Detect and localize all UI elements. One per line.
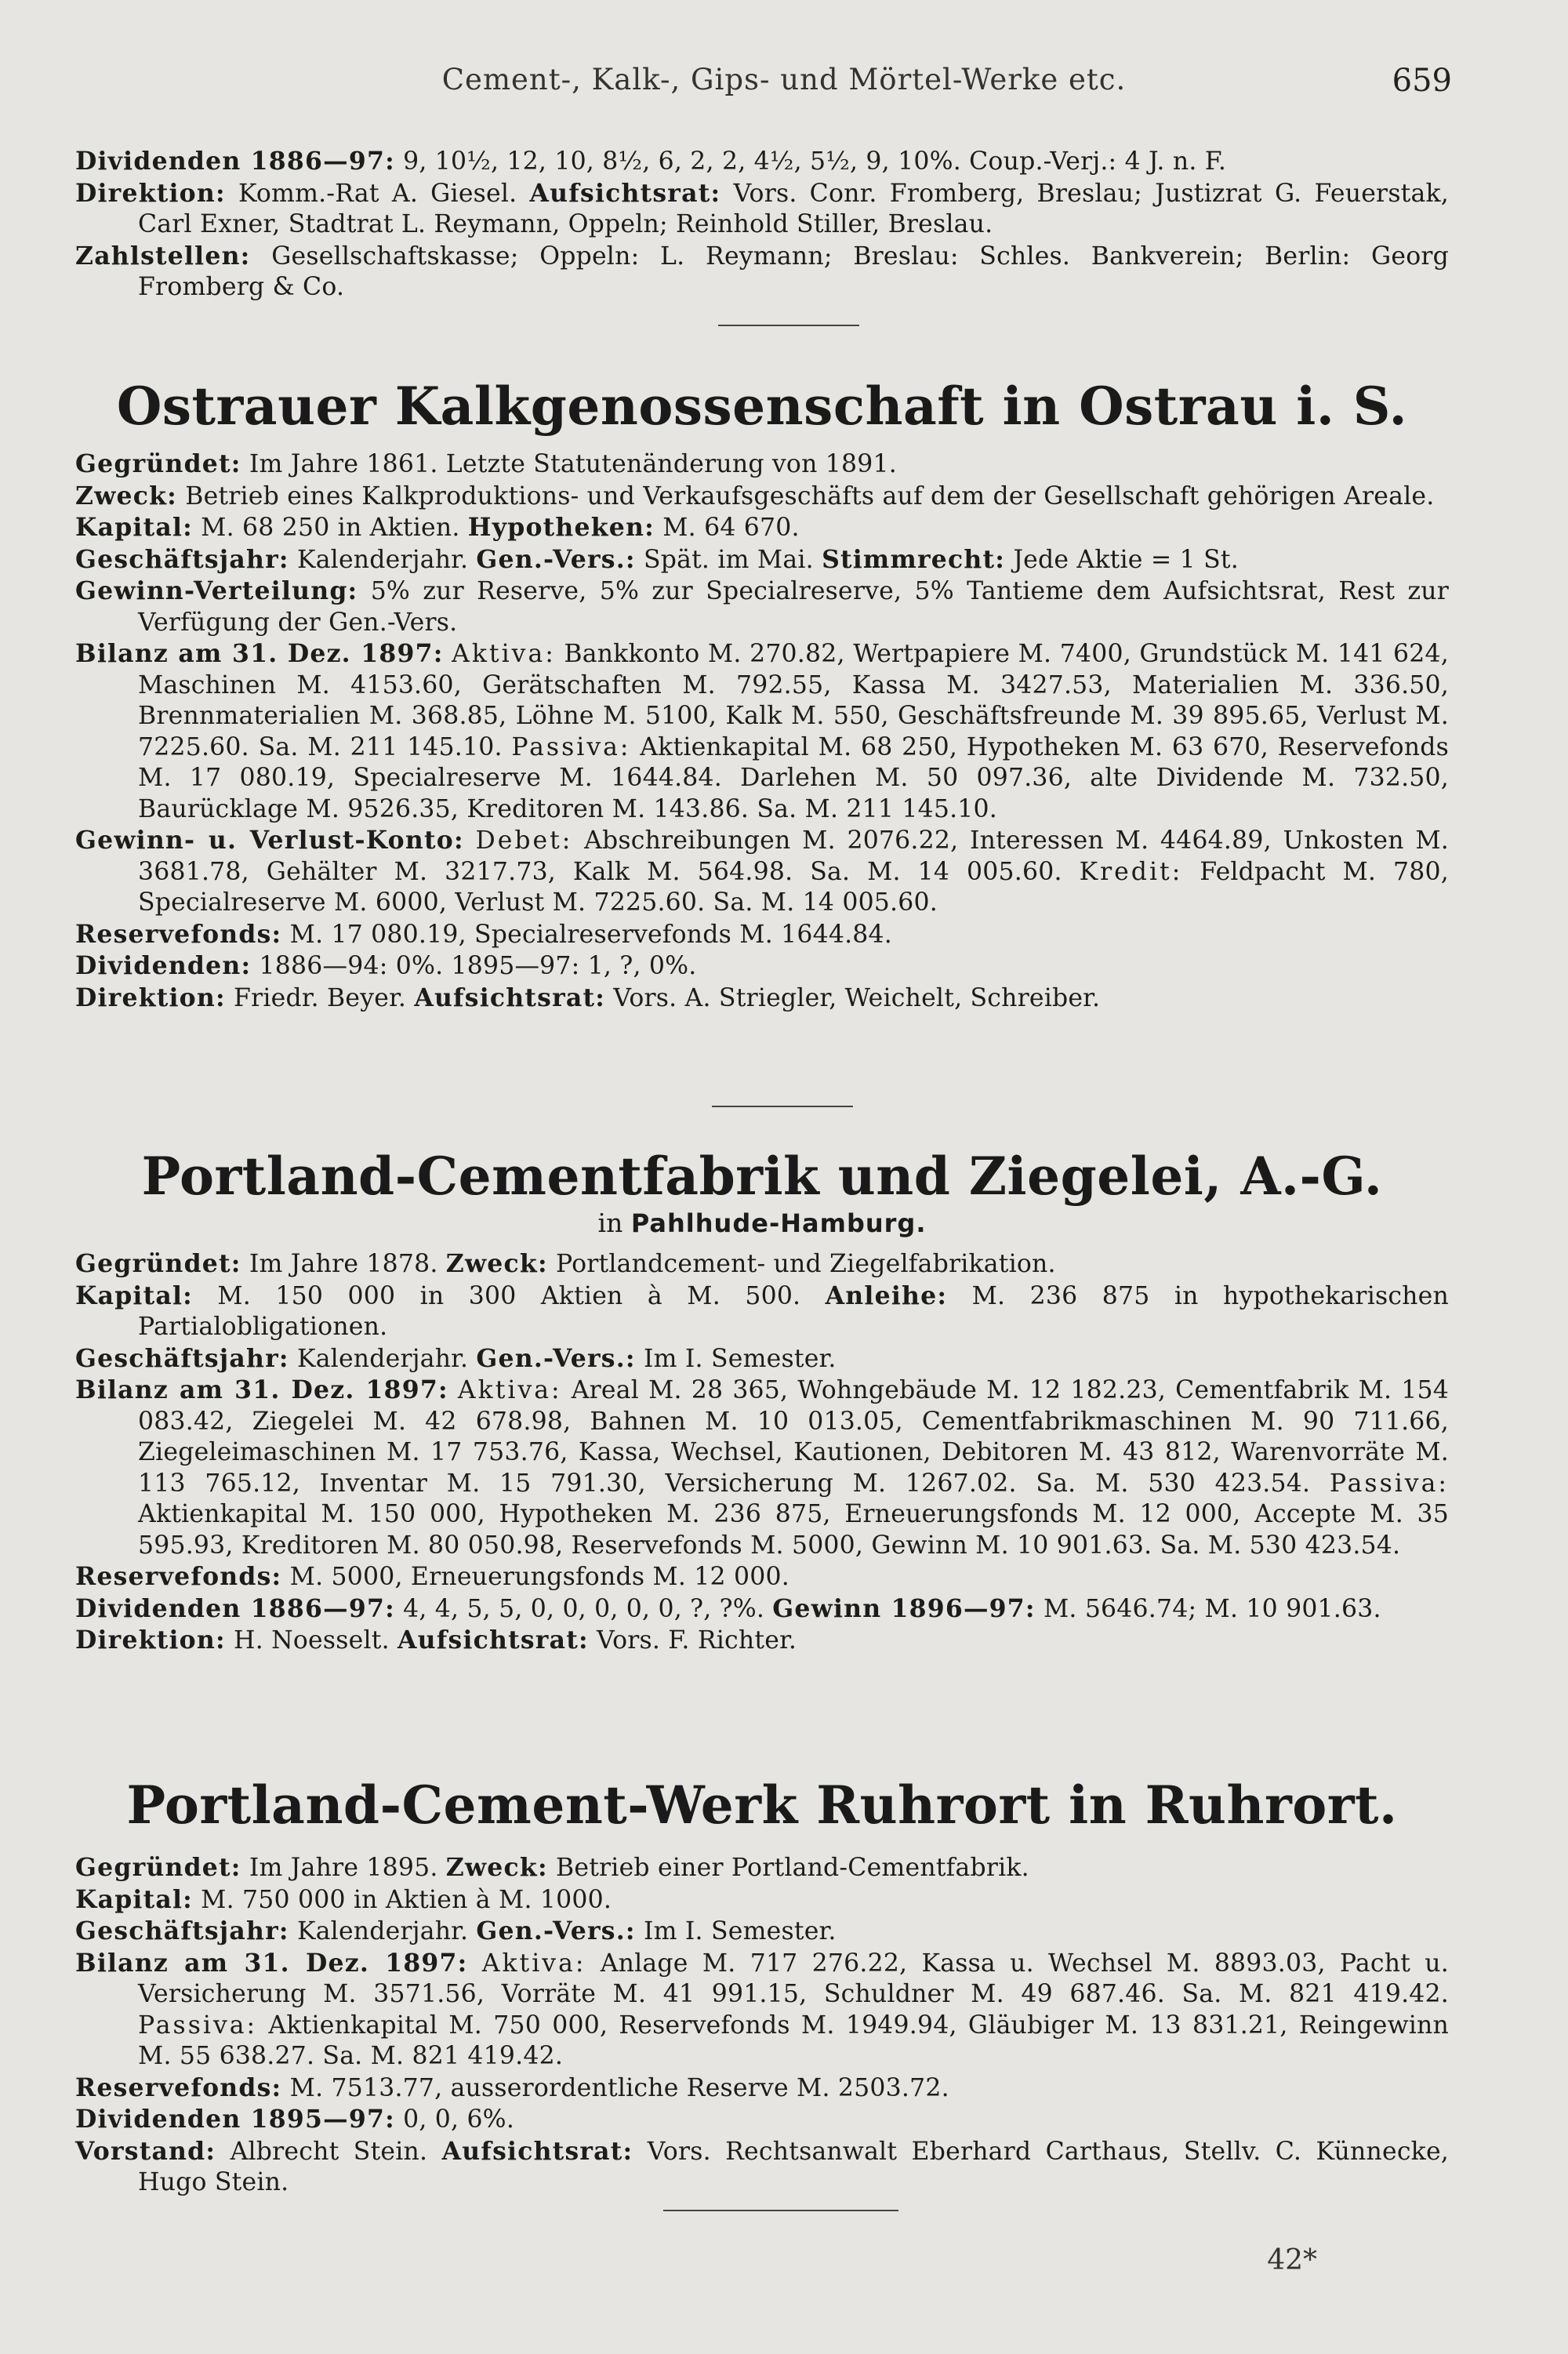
kapital-line: Kapital: M. 68 250 in Aktien. Hypotheken: M. 64 670. xyxy=(75,513,800,542)
bilanz-paragraph: Bilanz am 31. Dez. 1897: Aktiva: Anlage M. 717 276.22, Kassa u. Wechsel M. 8893.03, Pacht u. Versicherung M. 3571.56, Vorräte M. 41 991.15, Schuldner M. 49 687.46. Sa. M. 821 419.42. Passiva: Aktienkapital M. 750 000, Reservefonds M. 1949.94, Gläubiger M. 13 831.21, Reingewinn M. 55 638.27. Sa. M. 821 419.42. xyxy=(75,1948,1450,2070)
entry-portland-cement-werk-ruhrort xyxy=(75,1774,1449,2199)
geschaeftsjahr-line: Geschäftsjahr: Kalenderjahr. Gen.-Vers.: Im I. Semester. xyxy=(75,1343,837,1373)
reservefonds-line: Reservefonds: M. 17 080.19, Specialreservefonds M. 1644.84. xyxy=(75,919,892,949)
prev-direktion: Direktion: Komm.-Rat A. Giesel. Aufsichtsrat: Vors. Conr. Fromberg, Breslau; Justizrat G. Feuerstak, Carl Exner, Stadtrat L. Reymann, Oppeln; Reinhold Stiller, Breslau. xyxy=(75,178,1450,238)
dividenden-line: Dividenden 1895—97: 0, 0, 6%. xyxy=(75,2105,515,2134)
direktion-line: Direktion: H. Noesselt. Aufsichtsrat: Vors. F. Richter. xyxy=(75,1626,797,1655)
kapital-line: Kapital: M. 750 000 in Aktien à M. 1000. xyxy=(75,1884,612,1914)
dividenden-line: Dividenden 1886—97: 4, 4, 5, 5, 0, 0, 0, 0, 0, ?, ?%. Gewinn 1896—97: M. 5646.74; M. 10 901.63. xyxy=(75,1593,1381,1623)
dividenden-line: Dividenden: 1886—94: 0%. 1895—97: 1, ?, 0%. xyxy=(75,951,697,980)
gegruendet-line: Gegründet: Im Jahre 1861. Letzte Statutenänderung von 1891. xyxy=(75,449,897,478)
entry-ostrauer-kalkgenossenschaft xyxy=(75,375,1449,1014)
gegruendet-line: Gegründet: Im Jahre 1895. Zweck: Betrieb einer Portland-Cementfabrik. xyxy=(75,1853,1029,1882)
company-title: Ostrauer Kalkgenossenschaft in Ostrau i. S. xyxy=(116,376,1408,437)
company-location: in Pahlhude-Hamburg. xyxy=(597,1208,927,1238)
direktion-line: Direktion: Friedr. Beyer. Aufsichtsrat: Vors. A. Striegler, Weichelt, Schreiber. xyxy=(75,983,1101,1012)
reservefonds-line: Reservefonds: M. 7513.77, ausserordentliche Reserve M. 2503.72. xyxy=(75,2072,949,2102)
guv-paragraph: Gewinn- u. Verlust-Konto: Debet: Abschreibungen M. 2076.22, Interessen M. 4464.89, Unkosten M. 3681.78, Gehälter M. 3217.73, Kalk M. 564.98. Sa. M. 14 005.60. Kredit: Feldpacht M. 780, Specialreserve M. 6000, Verlust M. 7225.60. Sa. M. 14 005.60. xyxy=(75,826,1450,917)
signature-mark: 42* xyxy=(1267,2244,1317,2276)
entry-portland-cementfabrik-pahlhude xyxy=(75,1145,1449,1657)
company-title: Portland-Cement-Werk Ruhrort in Ruhrort. xyxy=(126,1775,1398,1836)
prev-dividenden: Dividenden 1886—97: 9, 10½, 12, 10, 8½, 6, 2, 2, 4½, 5½, 9, 10%. Coup.-Verj.: 4 J. n. F. xyxy=(75,147,1227,176)
gegruendet-line: Gegründet: Im Jahre 1878. Zweck: Portlandcement- und Ziegelfabrikation. xyxy=(75,1249,1056,1278)
section-divider xyxy=(718,325,859,326)
bilanz-paragraph: Bilanz am 31. Dez. 1897: Aktiva: Areal M. 28 365, Wohngebäude M. 12 182.23, Cementfabrik M. 154 083.42, Ziegelei M. 42 678.98, Bahnen M. 10 013.05, Cementfabrikmaschinen M. 90 711.66, Ziegeleimaschinen M. 17 753.76, Kassa, Wechsel, Kautionen, Debitoren M. 43 812, Warenvorräte M. 113 765.12, Inventar M. 15 791.30, Versicherung M. 1267.02. Sa. M. 530 423.54. Passiva: Aktienkapital M. 150 000, Hypotheken M. 236 875, Erneuerungsfonds M. 12 000, Accepte M. 35 595.93, Kreditoren M. 80 050.98, Reservefonds M. 5000, Gewinn M. 10 901.63. Sa. M. 530 423.54. xyxy=(75,1375,1450,1560)
geschaeftsjahr-line: Geschäftsjahr: Kalenderjahr. Gen.-Vers.: Im I. Semester. xyxy=(75,1916,837,1945)
geschaeftsjahr-line: Geschäftsjahr: Kalenderjahr. Gen.-Vers.: Spät. im Mai. Stimmrecht: Jede Aktie = 1 St. xyxy=(75,544,1239,574)
section-divider xyxy=(663,2210,898,2211)
vorstand-line: Vorstand: Albrecht Stein. Aufsichtsrat: Vors. Rechtsanwalt Eberhard Carthaus, Stellv. C. Künnecke, Hugo Stein. xyxy=(75,2136,1450,2196)
section-divider xyxy=(712,1106,853,1107)
company-title: Portland-Cementfabrik und Ziegelei, A.-G. xyxy=(141,1146,1383,1207)
previous-entry-tail xyxy=(75,146,1449,303)
gewinn-verteilung-line: Gewinn-Verteilung: 5% zur Reserve, 5% zur Specialreserve, 5% Tantieme dem Aufsichtsrat, Rest zur Verfügung der Gen.-Vers. xyxy=(75,576,1450,637)
bilanz-paragraph: Bilanz am 31. Dez. 1897: Aktiva: Bankkonto M. 270.82, Wertpapiere M. 7400, Grundstück M. 141 624, Maschinen M. 4153.60, Gerätschaften M. 792.55, Kassa M. 3427.53, Materialien M. 336.50, Brennmaterialien M. 368.85, Löhne M. 5100, Kalk M. 550, Geschäftsfreunde M. 39 895.65, Verlust M. 7225.60. Sa. M. 211 145.10. Passiva: Aktienkapital M. 68 250, Hypotheken M. 63 670, Reservefonds M. 17 080.19, Specialreserve M. 1644.84. Darlehen M. 50 097.36, alte Dividende M. 732.50, Baurücklage M. 9526.35, Kreditoren M. 143.86. Sa. M. 211 145.10. xyxy=(75,639,1449,823)
running-head: Cement-, Kalk-, Gips- und Mörtel-Werke etc. xyxy=(441,63,1127,96)
prev-zahlstellen: Zahlstellen: Gesellschaftskasse; Oppeln: L. Reymann; Breslau: Schles. Bankverein; Berlin: Georg Fromberg & Co. xyxy=(75,241,1449,301)
page-number: 659 xyxy=(1392,63,1452,99)
reservefonds-line: Reservefonds: M. 5000, Erneuerungsfonds M. 12 000. xyxy=(75,1562,789,1591)
kapital-line: Kapital: M. 150 000 in 300 Aktien à M. 500. Anleihe: M. 236 875 in hypothekarischen Partialobligationen. xyxy=(75,1281,1449,1341)
zweck-line: Zweck: Betrieb eines Kalkproduktions- und Verkaufsgeschäfts auf dem der Gesellschaft gehörigen Areale. xyxy=(75,481,1435,510)
